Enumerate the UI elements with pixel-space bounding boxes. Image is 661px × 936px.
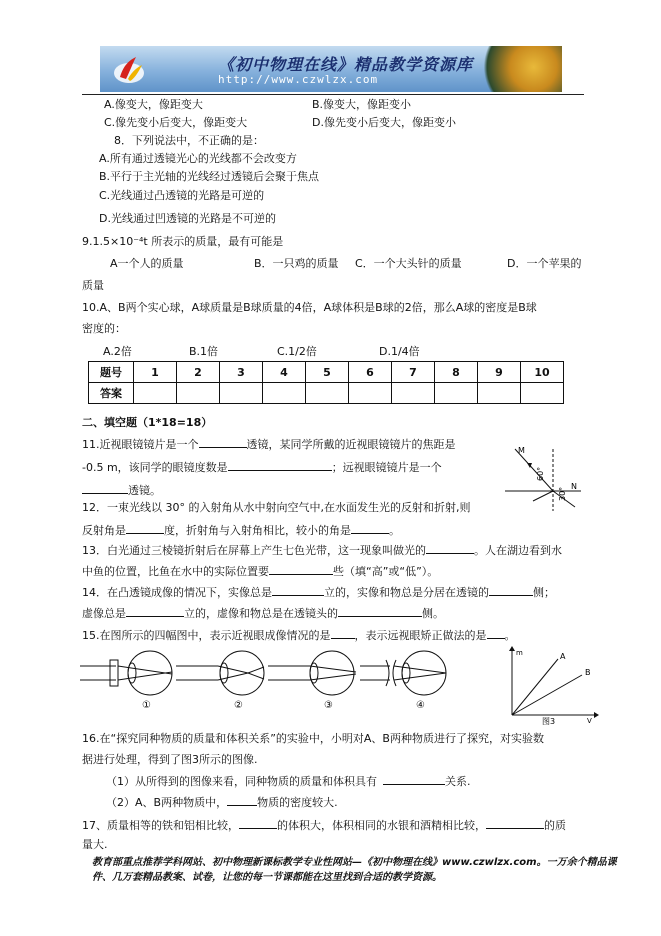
q7-option-b: B.像变大，像距变小 <box>312 98 412 111</box>
eye-label-1: ① <box>142 700 151 710</box>
eye-diagrams <box>80 648 450 710</box>
line-a-label: A <box>560 652 566 661</box>
answer-cell[interactable] <box>177 383 220 404</box>
q17-line2: 量大. <box>82 838 108 851</box>
answer-cell[interactable] <box>349 383 392 404</box>
q10-line2: 密度的： <box>82 322 126 335</box>
q16-sub2 <box>106 794 338 810</box>
site-title: 《初中物理在线》精品教学资源库 <box>218 55 474 74</box>
q12-text: 度，折射角与入射角相比，较小的角是 <box>164 524 351 537</box>
q8-stem: 8．下列说法中，不正确的是： <box>114 134 264 147</box>
q9-option-d-cont: 质量 <box>82 279 104 292</box>
q12-text: 反射角是 <box>82 524 126 537</box>
q17-line1 <box>82 817 566 833</box>
eye-diagram-3 <box>268 651 356 710</box>
q17-text: 的质 <box>544 819 566 832</box>
q8-option-c: C.光线通过凸透镜的光路是可逆的 <box>99 189 265 202</box>
q9-option-b: B．一只鸡的质量 <box>254 257 339 270</box>
q13-text: 中鱼的位置，比鱼在水中的实际位置要 <box>82 565 269 578</box>
table-number-cell: 2 <box>177 362 220 383</box>
q13-text: 。人在湖边看到水 <box>474 544 562 557</box>
q11-blank-3[interactable] <box>82 482 128 494</box>
q10-option-d: D.1/4倍 <box>379 345 420 358</box>
q12-blank-1[interactable] <box>126 522 164 534</box>
eye-diagram-4 <box>360 651 446 710</box>
q15-text <box>82 627 516 643</box>
q13-line2 <box>82 563 438 579</box>
q14-text: 虚像总是 <box>82 607 126 620</box>
table-number-cell: 10 <box>521 362 564 383</box>
q14-blank-2[interactable] <box>489 584 533 596</box>
q15-blank-1[interactable] <box>331 627 355 639</box>
q7-option-c: C.像先变小后变大，像距变大 <box>104 116 248 129</box>
q14-line1 <box>82 584 555 600</box>
q12-blank-2[interactable] <box>351 522 389 534</box>
q17-text: 17、质量相等的铁和铝相比较， <box>82 819 239 832</box>
q14-text: 侧。 <box>422 607 444 620</box>
q14-line2 <box>82 605 444 621</box>
q14-blank-1[interactable] <box>272 584 324 596</box>
q15-text-part: ，表示远视眼矫正做法的是 <box>354 629 487 642</box>
answer-cell[interactable] <box>521 383 564 404</box>
q12-line2 <box>82 522 400 538</box>
eye-diagram-2 <box>176 651 264 710</box>
table-number-cell: 9 <box>478 362 521 383</box>
angle-30-label: 30° <box>558 486 567 501</box>
q15-blank-2[interactable] <box>487 627 505 639</box>
sunflower-image <box>476 46 562 92</box>
answer-cell[interactable] <box>306 383 349 404</box>
angle-60-label: 60° <box>536 466 545 481</box>
axis-m-label: m <box>516 649 523 657</box>
answer-cell[interactable] <box>435 383 478 404</box>
q11-blank-2[interactable] <box>228 459 332 471</box>
q14-text: 立的，实像和物总是分居在透镜的 <box>324 586 489 599</box>
table-number-cell: 3 <box>220 362 263 383</box>
q13-text: 些（填“高”或“低”）。 <box>333 565 439 578</box>
q13-blank-1[interactable] <box>426 542 474 554</box>
q11-text: ；远视眼镜镜片是一个 <box>331 461 442 474</box>
eye-label-3: ③ <box>324 700 333 710</box>
table-number-cell: 8 <box>435 362 478 383</box>
q16-text: 关系. <box>445 775 471 788</box>
answer-cell[interactable] <box>263 383 306 404</box>
q11-line3 <box>82 482 161 498</box>
figure-3-caption: 图3 <box>542 717 556 725</box>
q13-text: 13．白光通过三棱镜折射后在屏幕上产生七色光带，这一现象叫做光的 <box>82 544 426 557</box>
q11-text: -0.5 m，该同学的眼镜度数是 <box>82 461 228 474</box>
q11-blank-1[interactable] <box>199 436 247 448</box>
q16-text: （1）从所得到的图像来看，同种物质的质量和体积具有 <box>106 775 377 788</box>
answer-table <box>88 361 564 404</box>
refraction-figure <box>505 443 581 511</box>
eye-label-4: ④ <box>416 700 425 710</box>
q12-line1: 12．一束光线以 30° 的入射角从水中射向空气中,在水面发生光的反射和折射,则 <box>82 501 471 514</box>
q16-blank-2[interactable] <box>227 794 257 806</box>
q8-option-a: A.所有通过透镜光心的光线都不会改变方 <box>99 152 297 165</box>
footer-line-2: 件、几万套精品教案、试卷，让您的每一节课都能在这里找到合适的教学资源。 <box>92 872 442 883</box>
q11-text: 透镜。 <box>128 484 161 497</box>
q15-text-part: 15.在图所示的四幅图中，表示近视眼成像情况的是 <box>82 629 331 642</box>
line-a <box>512 659 558 715</box>
q13-blank-2[interactable] <box>269 563 333 575</box>
q14-text: 侧； <box>533 586 555 599</box>
header-banner <box>100 46 562 92</box>
q17-text: 的体积大，体积相同的水银和酒精相比较， <box>277 819 486 832</box>
q7-option-d: D.像先变小后变大，像距变小 <box>312 116 456 129</box>
ray-label-m: M <box>518 446 525 455</box>
header-rule <box>82 94 584 95</box>
answer-cell[interactable] <box>478 383 521 404</box>
q9-option-a: A一个人的质量 <box>110 257 184 270</box>
q14-text: 立的，虚像和物总是在透镜头的 <box>184 607 338 620</box>
line-b-label: B <box>585 668 591 677</box>
q14-blank-3[interactable] <box>126 605 184 617</box>
q16-text: 物质的密度较大. <box>257 796 338 809</box>
q10-option-a: A.2倍 <box>103 345 132 358</box>
section-2-heading: 二、填空题（1*18=18） <box>82 416 213 429</box>
q16-text: （2）A、B两种物质中， <box>106 796 228 809</box>
q7-option-a: A.像变大，像距变大 <box>104 98 203 111</box>
page-footer <box>92 855 617 885</box>
table-answer-label: 答案 <box>89 383 134 404</box>
answer-cell[interactable] <box>392 383 435 404</box>
table-number-cell: 6 <box>349 362 392 383</box>
q9-option-d: D．一个苹果的 <box>507 257 582 270</box>
ray-label-n: N <box>571 482 577 491</box>
q16-line2: 据进行处理，得到了图3所示的图像. <box>82 753 258 766</box>
footer-line-1: 教育部重点推荐学科网站、初中物理新课标教学专业性网站—《初中物理在线》www.czwlzx.com。一万余个精品课 <box>92 857 617 868</box>
table-row <box>89 362 564 383</box>
q14-blank-4[interactable] <box>338 605 422 617</box>
q11-text: 透镜，某同学所戴的近视眼镜镜片的焦距是 <box>246 438 456 451</box>
q8-option-d: D.光线通过凹透镜的光路是不可逆的 <box>99 212 276 225</box>
q16-blank-1[interactable] <box>383 773 445 785</box>
q13-line1 <box>82 542 562 558</box>
q9-stem: 9.1.5×10⁻⁴t 所表示的质量，最有可能是 <box>82 235 284 248</box>
q9-option-c: C．一个大头针的质量 <box>355 257 462 270</box>
answer-cell[interactable] <box>220 383 263 404</box>
q11-text: 11.近视眼镜镜片是一个 <box>82 438 199 451</box>
eye-diagram-1 <box>80 651 172 710</box>
q10-option-c: C.1/2倍 <box>277 345 317 358</box>
answer-cell[interactable] <box>134 383 177 404</box>
q12-text: 。 <box>389 524 400 537</box>
q16-line1: 16.在“探究同种物质的质量和体积关系”的实验中，小明对A、B两种物质进行了探究，对实验数 <box>82 732 544 745</box>
figure-3-graph <box>502 645 600 725</box>
q8-option-b: B.平行于主光轴的光线经过透镜后会聚于焦点 <box>99 170 320 183</box>
q15-text-part: 。 <box>504 629 516 642</box>
q10-line1: 10.A、B两个实心球，A球质量是B球质量的4倍，A球体积是B球的2倍，那么A球的密度是B球 <box>82 301 537 314</box>
q11-line2 <box>82 459 442 475</box>
table-number-cell: 7 <box>392 362 435 383</box>
q10-option-b: B.1倍 <box>189 345 219 358</box>
eye-label-2: ② <box>234 700 243 710</box>
site-logo-icon <box>112 53 146 87</box>
axis-v-label: V <box>587 717 592 725</box>
line-b <box>512 675 582 715</box>
q14-text: 14．在凸透镜成像的情况下，实像总是 <box>82 586 272 599</box>
q17-blank-1[interactable] <box>239 817 277 829</box>
q16-sub1 <box>106 773 471 789</box>
q11-line1 <box>82 436 456 452</box>
table-number-cell: 5 <box>306 362 349 383</box>
table-number-cell: 1 <box>134 362 177 383</box>
table-row <box>89 383 564 404</box>
site-url[interactable]: http://www.czwlzx.com <box>218 73 379 86</box>
table-number-cell: 4 <box>263 362 306 383</box>
q17-blank-2[interactable] <box>486 817 544 829</box>
table-header-label: 题号 <box>89 362 134 383</box>
